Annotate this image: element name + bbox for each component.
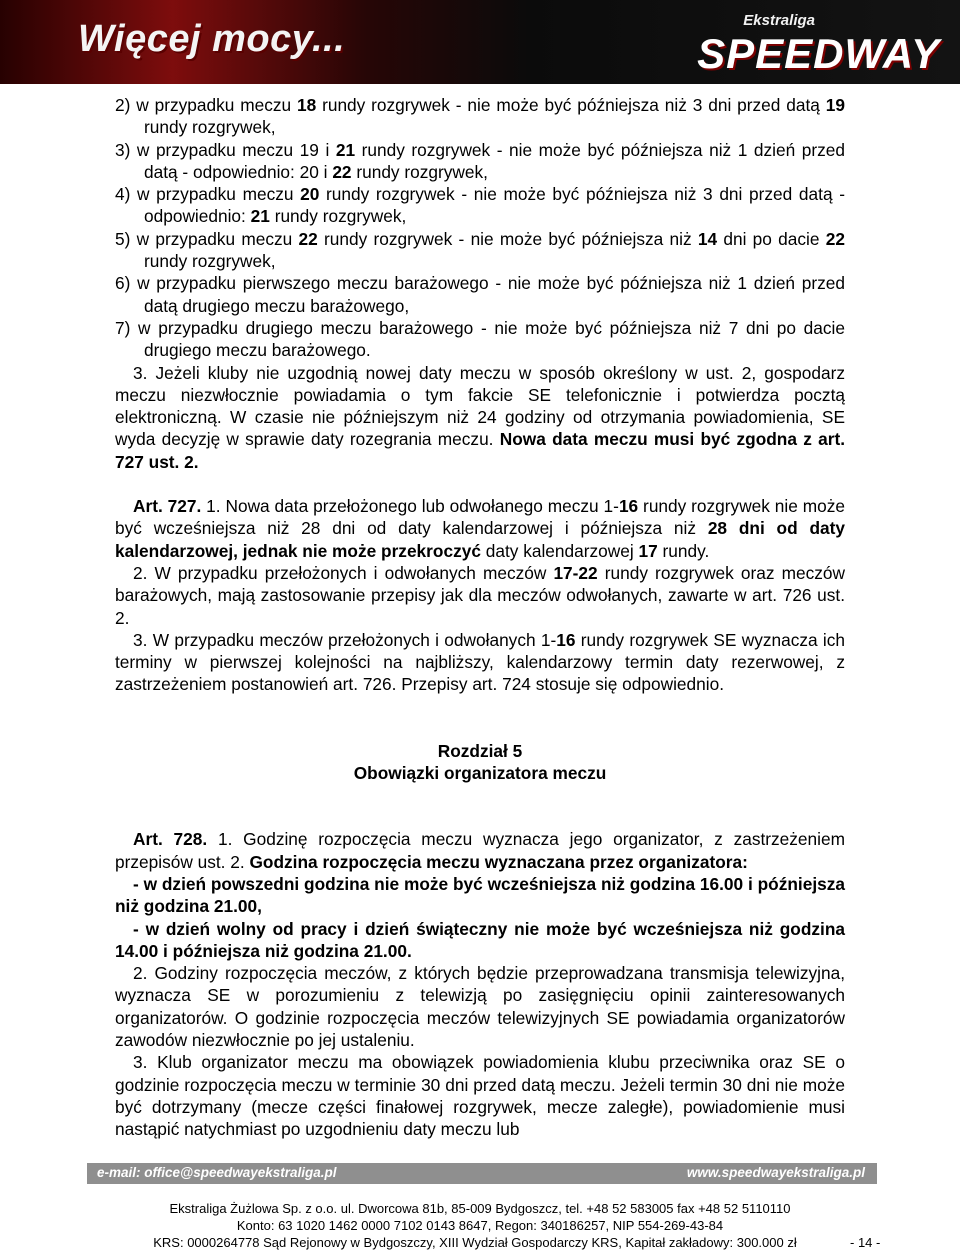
banner-slogan: Więcej mocy... <box>78 18 346 60</box>
list-item: 6) w przypadku pierwszego meczu barażowego - nie może być późniejsza niż 1 dzień przed datą drugiego meczu barażowego, <box>115 273 845 316</box>
chapter-title: Obowiązki organizatora meczu <box>353 763 607 784</box>
list-item: 7) w przypadku drugiego meczu barażowego - nie może być późniejsza niż 7 dni po dacie drugiego meczu barażowego. <box>115 317 845 361</box>
logo-small-text: Ekstraliga <box>743 12 815 29</box>
ekstraliga-speedway-logo <box>697 4 950 78</box>
logo-big-text: SPEEDWAY <box>697 30 940 77</box>
company-address: Ekstraliga Żużlowa Sp. z o.o. ul. Dworcowa 81b, 85-009 Bydgoszcz, tel. +48 52 583005 fax +48 52 5110110 <box>169 1201 791 1216</box>
company-registry: KRS: 0000264778 Sąd Rejonowy w Bydgoszczy, XIII Wydział Gospodarczy KRS, Kapitał zakładowy: 300.000 zł <box>153 1235 797 1250</box>
article-728-paragraph-3: 3. Klub organizator meczu ma obowiązek powiadomienia klubu przeciwnika oraz SE o godzinie rozpoczęcia meczu w terminie 30 dni przed datą meczu. Jeżeli termin 30 dni nie może być dotrzymany (mecze części finałowej rozgrywek, mecze zaległe), powiadomienie musi nastąpić natychmiast po uzgodnieniu daty meczu lub <box>115 1052 845 1140</box>
company-account: Konto: 63 1020 1462 0000 7102 0143 8647, Regon: 340186257, NIP 554-269-43-84 <box>236 1218 724 1233</box>
list-item: 5) w przypadku meczu 22 rundy rozgrywek - nie może być późniejsza niż 14 dni po dacie 22 rundy rozgrywek, <box>115 228 845 272</box>
footer-contact-bar <box>87 1163 877 1184</box>
article-728-paragraph-1: Art. 728. 1. Godzinę rozpoczęcia meczu wyznacza jego organizator, z zastrzeżeniem przepisów ust. 2. Godzina rozpoczęcia meczu wyznaczana przez organizatora: <box>115 829 845 872</box>
article-728-paragraph-2: 2. Godziny rozpoczęcia meczów, z których będzie przeprowadzana transmisja telewizyjna, wyznacza SE w porozumieniu z telewizją po zasięgnięciu opinii zainteresowanych organizatorów. O godzinie rozpoczęcia meczów telewizyjnych SE powiadamia organizatorów zawodów niezwłocznie po jej ustaleniu. <box>115 963 845 1050</box>
list-item: 4) w przypadku meczu 20 rundy rozgrywek - nie może być późniejsza niż 3 dni przed datą - odpowiednio: 21 rundy rozgrywek, <box>115 184 845 227</box>
dash-item-weekday: - w dzień powszedni godzina nie może być wcześniejsza niż godzina 16.00 i późniejsza niż godzina 21.00, <box>115 873 845 917</box>
document-body <box>115 94 845 1140</box>
footer-website[interactable]: www.speedwayekstraliga.pl <box>686 1165 865 1180</box>
article-727-paragraph-1: Art. 727. 1. Nowa data przełożonego lub odwołanego meczu 1-16 rundy rozgrywek nie może być wcześniejsza niż 28 dni od daty kalendarzowej i późniejsza niż 28 dni od daty kalendarzowej, jednak nie może przekroczyć daty kalendarzowej 17 rundy. <box>115 496 846 561</box>
article-727-paragraph-2: 2. W przypadku przełożonych i odwołanych meczów 17-22 rundy rozgrywek oraz meczów barażowych, mają zastosowanie przepisy jak dla meczów odwołanych, zawarte w art. 726 ust. 2. <box>115 562 845 628</box>
header-banner <box>0 0 960 84</box>
chapter-number: Rozdział 5 <box>437 740 523 761</box>
footer-email[interactable]: e-mail: office@speedwayekstraliga.pl <box>97 1165 337 1180</box>
page-number: - 14 - <box>850 1235 881 1250</box>
article-727-paragraph-3: 3. W przypadku meczów przełożonych i odwołanych 1-16 rundy rozgrywek SE wyznacza ich terminy w pierwszej kolejności na najbliższy, kalendarzowy termin daty rezerwowej, z zastrzeżeniem postanowień art. 726. Przepisy art. 724 stosuje się odpowiednio. <box>115 629 845 695</box>
dash-item-holiday: - w dzień wolny od pracy i dzień świąteczny nie może być wcześniejsza niż godzina 14.00 i późniejsza niż godzina 21.00. <box>115 918 845 961</box>
paragraph: 3. Jeżeli kluby nie uzgodnią nowej daty meczu w sposób określony w ust. 2, gospodarz meczu niezwłocznie powiadamia o tym fakcie SE telefonicznie i potwierdza pocztą elektroniczną. W czasie nie późniejszym niż 24 godziny od otrzymania powiadomienia, SE wyda decyzję w sprawie daty rozegrania meczu. Nowa data meczu musi być zgodna z art. 727 ust. 2. <box>115 362 846 472</box>
list-item: 2) w przypadku meczu 18 rundy rozgrywek - nie może być późniejsza niż 3 dni przed datą 19 rundy rozgrywek, <box>115 95 845 138</box>
list-item: 3) w przypadku meczu 19 i 21 rundy rozgrywek - nie może być późniejsza niż 1 dzień przed datą - odpowiednio: 20 i 22 rundy rozgrywek, <box>115 139 845 182</box>
